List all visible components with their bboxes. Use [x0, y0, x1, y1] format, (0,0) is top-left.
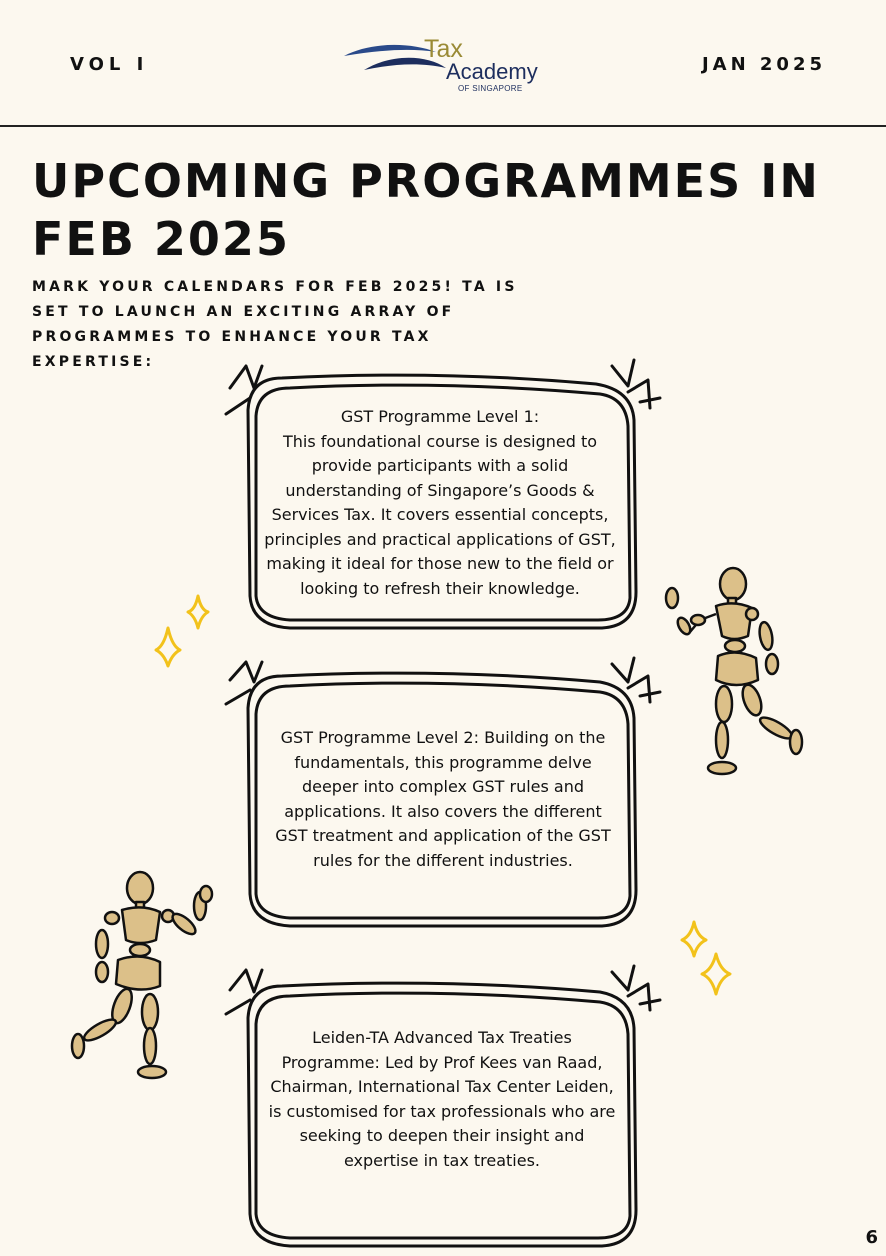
page-title: UPCOMING PROGRAMMES IN FEB 2025 [32, 154, 820, 266]
programme-card-1-text: GST Programme Level 1: This foundational course is designed to provide participants with a solid understanding of Singapore’s Goods & Services Tax. It covers essential concepts, principles and practical applications of GST, making it ideal for those new to the field or looking to refresh their knowledge. [264, 407, 616, 598]
volume-label: VOL I [70, 54, 149, 75]
wooden-mannequin-left [72, 872, 212, 1078]
wooden-mannequin-right [666, 568, 802, 774]
sparkle-icon [682, 922, 706, 956]
card-3-squiggle-right-icon [612, 966, 660, 1010]
header-divider [0, 125, 886, 127]
page-number: 6 [865, 1227, 878, 1248]
logo-text-singapore: OF SINGAPORE [458, 84, 523, 93]
programme-card-2-text: GST Programme Level 2: Building on the fundamentals, this programme delve deeper into complex GST rules and applications. It also covers the different GST treatment and application of the GST rules for the different industries. [275, 728, 611, 870]
sparkle-icon [188, 596, 208, 628]
sparkle-icon [702, 954, 730, 994]
sparkle-icon [156, 628, 180, 666]
card-1-squiggle-right-icon [612, 360, 660, 408]
logo-text-tax: Tax [424, 35, 463, 63]
card-2-squiggle-left-icon [226, 662, 262, 704]
issue-date: JAN 2025 [701, 54, 826, 75]
tax-academy-logo [340, 35, 550, 98]
card-2-squiggle-right-icon [612, 658, 660, 702]
programme-card-3-text: Leiden-TA Advanced Tax Treaties Programme: Led by Prof Kees van Raad, Chairman, International Tax Center Leiden, is customised for tax professionals who are seeking to deepen their insight and expertise in tax treaties. [268, 1028, 616, 1170]
card-3-squiggle-left-icon [226, 970, 262, 1014]
logo-text-academy: Academy [446, 59, 538, 84]
intro-text: MARK YOUR CALENDARS FOR FEB 2025! TA IS SET TO LAUNCH AN EXCITING ARRAY OF PROGRAMMES TO ENHANCE YOUR TAX EXPERTISE: [32, 279, 518, 370]
